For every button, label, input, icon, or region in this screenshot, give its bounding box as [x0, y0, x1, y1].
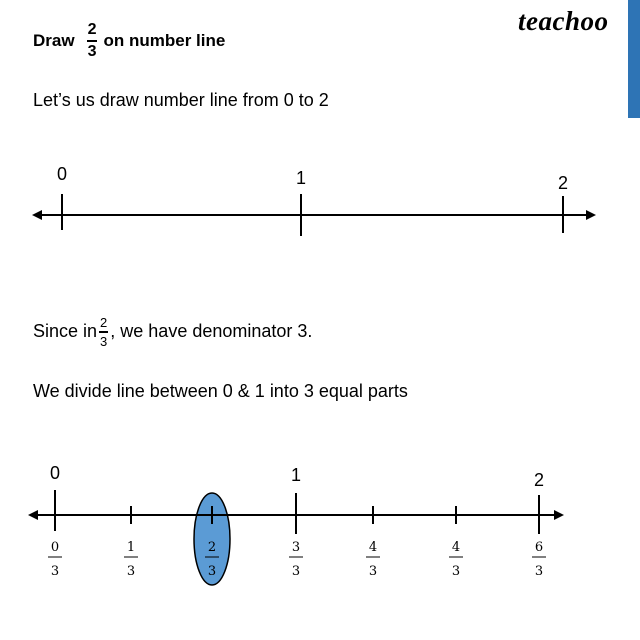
fraction-numerator: 4	[368, 540, 378, 555]
inline-fraction-numerator: 2	[100, 315, 108, 330]
left-arrow-icon	[28, 510, 38, 520]
fraction-numerator: 0	[50, 540, 60, 555]
fraction-label-4	[366, 540, 380, 579]
divide-text: We divide line between 0 & 1 into 3 equal parts	[33, 381, 408, 401]
number-line-1	[32, 164, 596, 236]
fraction-label-0	[48, 540, 62, 579]
right-arrow-icon	[554, 510, 564, 520]
fraction-denominator: 3	[451, 564, 461, 579]
fraction-denominator: 3	[534, 564, 544, 579]
fraction-denominator: 3	[126, 564, 136, 579]
fraction-denominator: 3	[291, 564, 301, 579]
denominator-text-prefix: Since in	[33, 321, 98, 342]
title-suffix: on number line	[103, 30, 226, 50]
fraction-numerator: 4	[451, 540, 461, 555]
title-fraction-denominator: 3	[87, 42, 97, 60]
line1-label-0: 0	[56, 164, 68, 184]
fraction-label-5	[449, 540, 463, 579]
fraction-denominator: 3	[50, 564, 60, 579]
fraction-label-6	[532, 540, 546, 579]
fraction-denominator: 3	[207, 564, 217, 579]
fraction-label-1	[124, 540, 138, 579]
intro-text: Let’s us draw number line from 0 to 2	[33, 90, 329, 110]
denominator-text-suffix: , we have denominator 3.	[110, 321, 313, 342]
line2-label-1: 1	[290, 465, 302, 485]
fraction-numerator: 6	[534, 540, 544, 555]
teachoo-logo: teachoo	[518, 6, 609, 36]
line2-label-0: 0	[49, 463, 61, 483]
fraction-denominator: 3	[368, 564, 378, 579]
left-arrow-icon	[32, 210, 42, 220]
right-arrow-icon	[586, 210, 596, 220]
fraction-numerator: 3	[291, 540, 301, 555]
fraction-numerator: 1	[126, 540, 136, 555]
inline-fraction-denominator: 3	[100, 333, 108, 349]
number-line-2	[28, 463, 564, 585]
fraction-label-3	[289, 540, 303, 579]
title-prefix: Draw	[33, 30, 75, 50]
fraction-numerator: 2	[207, 540, 217, 555]
title-fraction-numerator: 2	[87, 21, 97, 38]
line2-label-2: 2	[533, 470, 545, 490]
line1-label-1: 1	[295, 168, 307, 188]
line1-label-2: 2	[557, 173, 569, 193]
